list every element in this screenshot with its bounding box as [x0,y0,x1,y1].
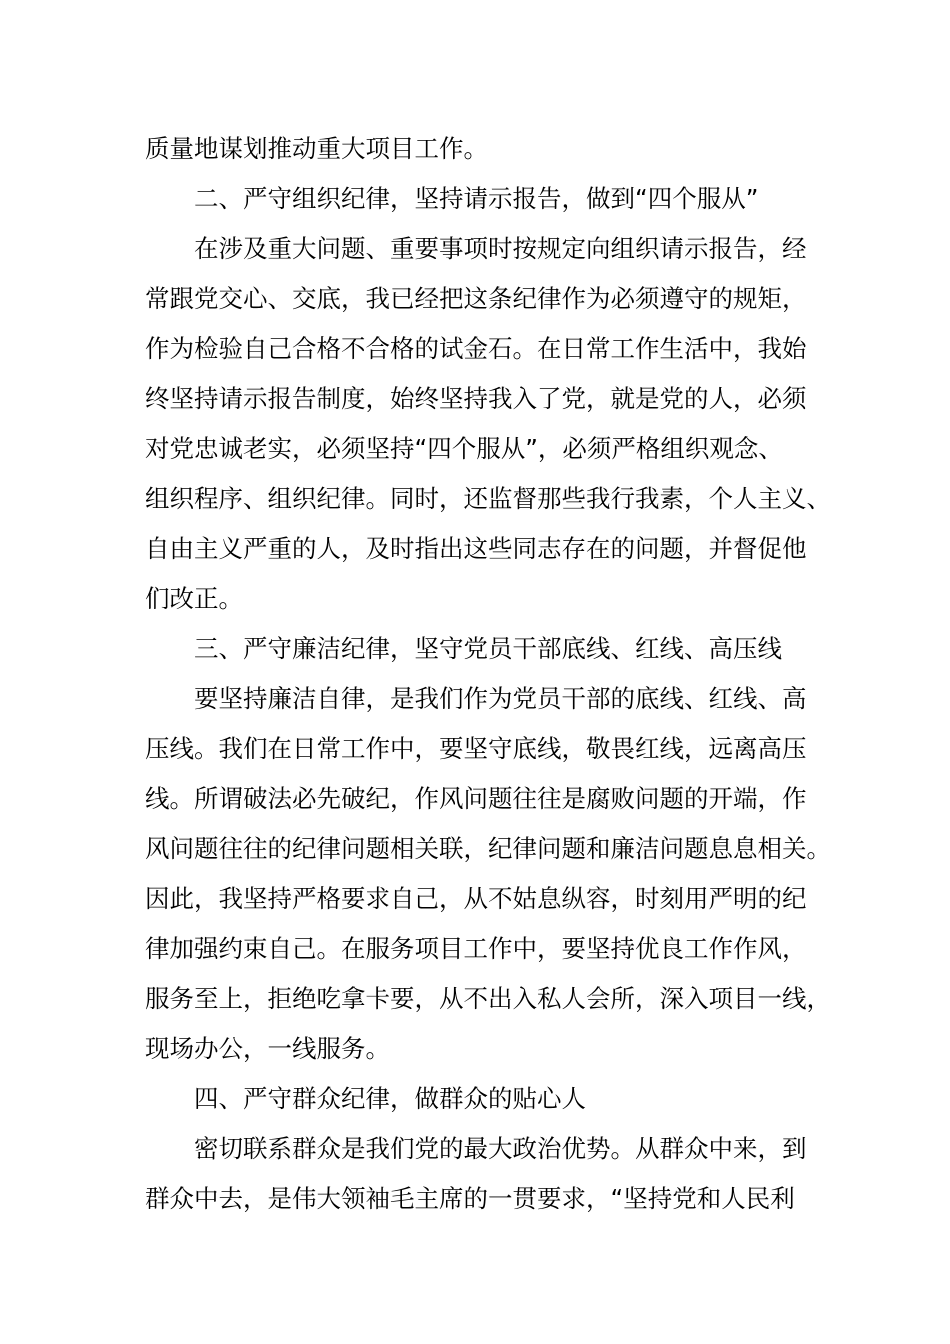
text-line: 群众中去，是伟大领袖毛主席的一贯要求，“坚持党和人民利 [145,1184,795,1213]
section-heading-3: 三、严守廉洁纪律，坚守党员干部底线、红线、高压线 [194,634,782,663]
text-line: 在涉及重大问题、重要事项时按规定向组织请示报告，经 [194,234,807,263]
text-line: 作为检验自己合格不合格的试金石。在日常工作生活中，我始 [145,334,807,363]
section-heading-2: 二、严守组织纪律，坚持请示报告，做到“四个服从” [194,184,759,213]
body-text [145,124,831,1224]
text-line: 风问题往往的纪律问题相关联，纪律问题和廉洁问题息息相关。 [145,834,831,863]
text-line: 对党忠诚老实，必须坚持“四个服从”，必须严格组织观念、 [145,434,783,463]
text-line: 终坚持请示报告制度，始终坚持我入了党，就是党的人，必须 [145,384,807,413]
text-line: 压线。我们在日常工作中，要坚守底线，敬畏红线，远离高压 [145,734,807,763]
section-heading-4: 四、严守群众纪律，做群众的贴心人 [194,1084,586,1113]
text-line: 服务至上，拒绝吃拿卡要，从不出入私人会所，深入项目一线， [145,984,831,1013]
text-line: 因此，我坚持严格要求自己，从不姑息纵容，时刻用严明的纪 [145,884,807,913]
text-line: 要坚持廉洁自律，是我们作为党员干部的底线、红线、高 [194,684,807,713]
text-line: 常跟党交心、交底，我已经把这条纪律作为必须遵守的规矩， [145,284,807,313]
text-line: 密切联系群众是我们党的最大政治优势。从群众中来，到 [194,1134,807,1163]
text-line: 组织程序、组织纪律。同时，还监督那些我行我素，个人主义、 [145,484,831,513]
text-line: 线。所谓破法必先破纪，作风问题往往是腐败问题的开端，作 [145,784,807,813]
text-line: 们改正。 [145,584,243,613]
text-line: 质量地谋划推动重大项目工作。 [145,134,488,163]
text-line: 律加强约束自己。在服务项目工作中，要坚持优良工作作风， [145,934,807,963]
text-line: 自由主义严重的人，及时指出这些同志存在的问题，并督促他 [145,534,807,563]
text-line: 现场办公，一线服务。 [145,1034,390,1063]
